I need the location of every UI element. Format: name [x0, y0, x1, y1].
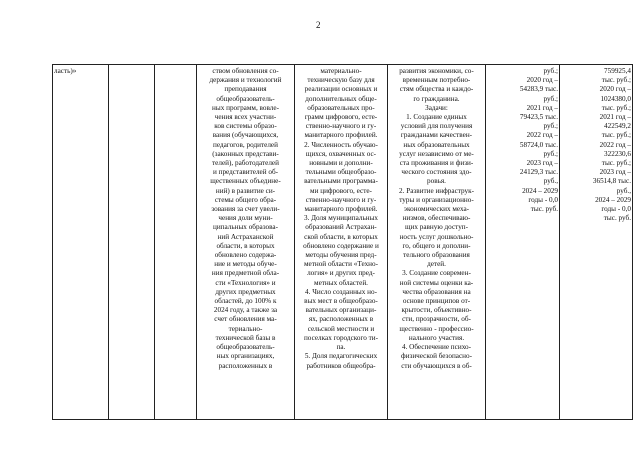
cell-text: развития экономики, со- временным потребно- стям общества и каждо- го гражданина. Задачи: 1. Создание единых условий для получения гражданами качествен- ных образовательных услуг независимо от ме- ста проживания и физи- ческого состояния здо- ровья. 2. Развитие инфраструк- туры и организационно- экономических меха- низмов, обеспечиваю- щих равную доступ- ность услуг дошкольно- го, общего и дополни- тельного образования детей. 3. Создание современ- ной системы оценки ка- чества образования на основе принципов от- крытости, объективно- сти, прозрачности, об- щественно - профессио- нального участия. 4. Обеспечение психо- физической безопасно- сти обучающихся в об- [399, 67, 474, 370]
cell-text: 759925,4 тыс. руб.; 2020 год – 1024380,0 тыс. руб.; 2021 год – 422549,2 тыс. руб.; 2022 год – 322230,6 тыс. руб.; 2023 год – 36514,8 тыс. руб., 2024 – 2029 годы - 0,0 тыс. руб. [592, 67, 631, 223]
cell-text: руб.; 2020 год – 54283,9 тыс. руб.; 2021 год – 79423,5 тыс. руб.; 2022 год – 58724,0 тыс. руб.; 2023 год – 24129,3 тыс. руб., 2024 – 2029 годы - 0,0 тыс. руб. [519, 67, 558, 214]
page-number: 2 [316, 20, 321, 30]
table-cell-col1 [53, 65, 109, 420]
table-cell-col5 [295, 65, 388, 420]
program-table [52, 64, 633, 420]
cell-text: ством обновления со- держания и технологий преподавания общеобразователь- ных программ, вовле- чения всех участни- ков системы образо- вания (обучающихся, педагогов, родителей (законных представи- телей), работодателей и представителей об- щественных объедине- ний) в развитие си- стемы общего обра- зования за счет увели- чения доли муни- ципальных образова- ний Астраханской области, в которых обновлено содержа- ние и методы обуче- ния предметной обла- сти «Технология» и других предметных областей, до 100% к 2024 году, а также за счет обновления ма- териально- технической базы в общеобразователь- ных организациях, расположенных в [209, 67, 282, 370]
table-cell-col2 [109, 65, 155, 420]
table-cell-col4 [197, 65, 295, 420]
table-row [53, 65, 633, 420]
table-cell-col8 [560, 65, 633, 420]
table-cell-col7 [486, 65, 560, 420]
table-cell-col3 [155, 65, 197, 420]
cell-text: ласть)» [54, 67, 77, 75]
cell-text: материально- техническую базу для реализации основных и дополнительных обще- образовательных про- грамм цифрового, есте- ственно-научного и гу- манитарного профилей. 2. Численность обучаю- щихся, охваченных ос- новными и дополни- тельными общеобразо- вательными программа- ми цифрового, есте- ственно-научного и гу- манитарного профилей. 3. Доля муниципальных образований Астрахан- ской области, в которых обновлено содержание и методы обучения пред- метной области «Техно- логия» и других пред- метных областей. 4. Число созданных но- вых мест в общеобразо- вательных организаци- ях, расположенных в сельской местности и поселках городского ти- па. 5. Доля педагогических работников общеобра- [303, 67, 379, 370]
table-cell-col6 [388, 65, 486, 420]
